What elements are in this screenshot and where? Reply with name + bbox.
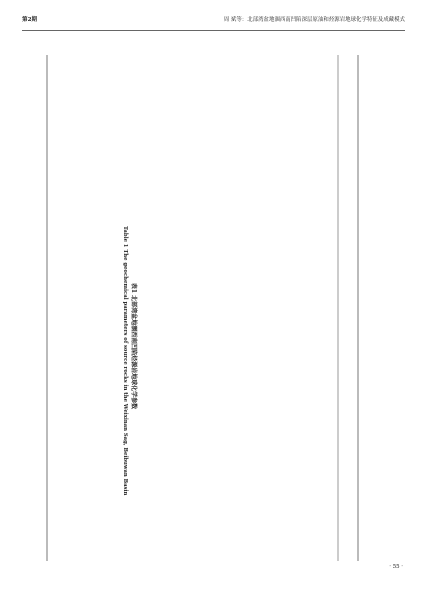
table-caption-english: Table 1 The geochemical parameters of source rocks in the Weixinan Sag, Beibuwan Basin: [122, 226, 128, 496]
geochemical-table: [26, 47, 400, 569]
table-svg: [26, 47, 400, 569]
running-header: [22, 18, 405, 30]
table-caption-chinese: 表1 北部湾盆地涠西南凹陷烃源岩地球化学参数: [130, 282, 137, 410]
rotated-table-area: [26, 47, 400, 569]
header-rule: [22, 30, 405, 31]
page-number: · 55 ·: [389, 563, 403, 570]
issue-label: 第2期: [22, 17, 38, 23]
running-title: 周 斌等：北部湾盆地涠西南凹陷深层原油和烃源岩地球化学特征及成藏模式: [223, 17, 405, 23]
